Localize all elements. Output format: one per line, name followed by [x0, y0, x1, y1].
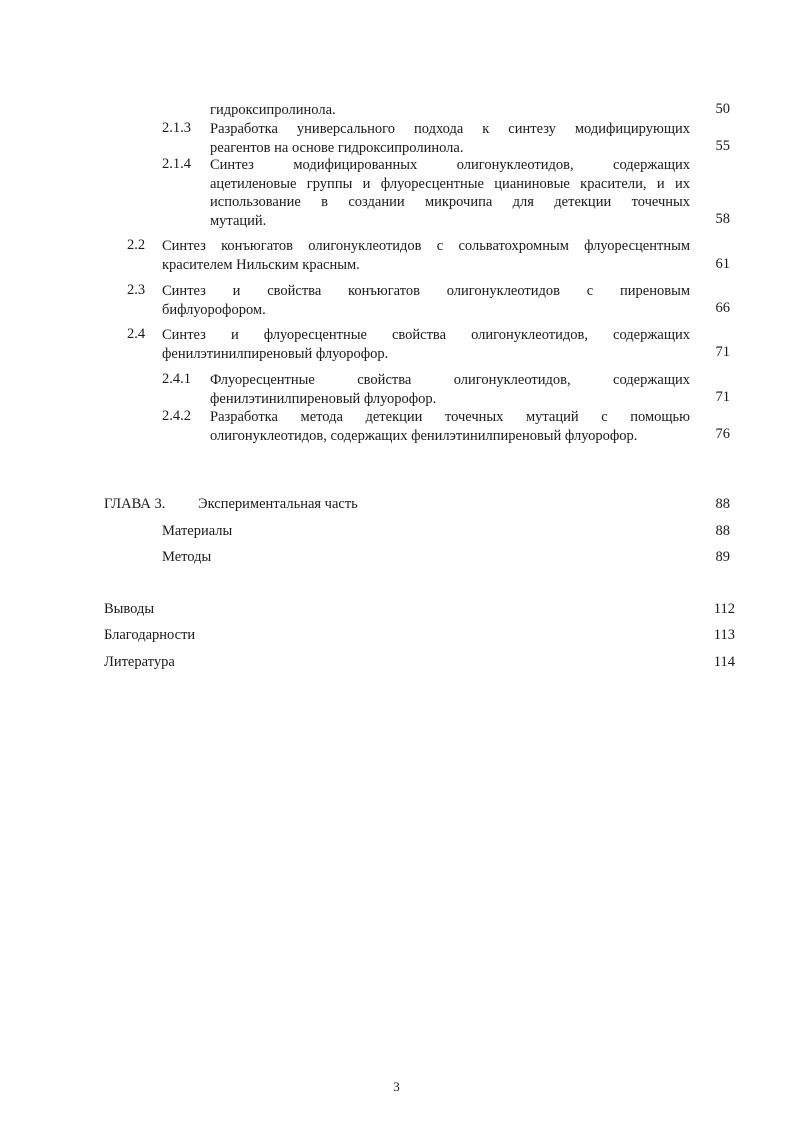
toc-entry-text-line: Синтез и свойства конъюгатов олигонуклеотидов с пиреновым — [162, 283, 690, 299]
toc-page-number: 112 — [713, 601, 735, 617]
toc-entry-text-line: олигонуклеотидов, содержащих фенилэтинилпиреновый флуорофор. — [210, 427, 638, 444]
toc-entry-text-line: Разработка универсального подхода к синтезу модифицирующих — [210, 121, 690, 137]
toc-entry-text-line: Флуоресцентные свойства олигонуклеотидов, содержащих — [210, 372, 690, 388]
toc-page-number: 61 — [715, 256, 730, 272]
toc-page-number: 66 — [715, 300, 730, 316]
toc-entry-title: Материалы — [162, 523, 233, 539]
toc-section-number: 2.3 — [127, 282, 146, 298]
toc-page-number: 88 — [715, 523, 730, 539]
toc-entry-title: Методы — [162, 549, 212, 565]
toc-entry-text-line: фенилэтинилпиреновый флуорофор. — [210, 390, 437, 407]
toc-entry-text-line: мутаций. — [210, 212, 267, 229]
toc-section-number: 2.1.4 — [162, 156, 191, 172]
toc-page-number: 58 — [715, 211, 730, 227]
toc-entry-text-line: Разработка метода детекции точечных мутаций с помощью — [210, 409, 690, 425]
page-footer-number: 3 — [393, 1079, 400, 1094]
chapter-label: ГЛАВА 3. — [104, 496, 166, 512]
chapter-title: Экспериментальная часть — [198, 496, 358, 512]
toc-entry-text-line: красителем Нильским красным. — [162, 256, 360, 273]
toc-entry-text-line: использование в создании микрочипа для детекции точечных — [210, 194, 690, 210]
toc-page-number: 113 — [713, 627, 735, 643]
toc-entry-title: Выводы — [104, 601, 155, 617]
toc-section-number: 2.1.3 — [162, 120, 191, 136]
toc-entry-text-line: ацетиленовые группы и флуоресцентные цианиновые красители, и их — [210, 175, 690, 192]
toc-section-number: 2.2 — [127, 237, 146, 253]
toc-page-number: 50 — [715, 101, 730, 117]
toc-entry-text-line: реагентов на основе гидроксипролинола. — [210, 139, 464, 156]
toc-section-number: 2.4.1 — [162, 371, 191, 387]
toc-page-number: 71 — [715, 389, 730, 405]
toc-entry-title: Литература — [104, 654, 175, 670]
toc-entry-text-line: Синтез конъюгатов олигонуклеотидов с сольватохромным флуоресцентным — [162, 238, 690, 254]
toc-page-number: 89 — [715, 549, 730, 565]
toc-entry-text-line: Синтез и флуоресцентные свойства олигонуклеотидов, содержащих — [162, 327, 690, 343]
toc-entry-text-line: фенилэтинилпиреновый флуорофор. — [162, 345, 389, 362]
toc-entry-text-line: Синтез модифицированных олигонуклеотидов, содержащих — [210, 157, 690, 173]
toc-entry-text-line: бифлуорофором. — [162, 301, 266, 318]
toc-entry-title: Благодарности — [104, 627, 196, 643]
toc-page-number: 55 — [715, 138, 730, 154]
toc-page-number: 76 — [715, 426, 730, 442]
toc-page-number: 114 — [713, 654, 735, 670]
toc-entry-text-line: гидроксипролинола. — [210, 102, 336, 118]
toc-section-number: 2.4.2 — [162, 408, 191, 424]
toc-page-number: 71 — [715, 344, 730, 360]
toc-page-number: 88 — [715, 496, 730, 512]
toc-section-number: 2.4 — [127, 326, 146, 342]
